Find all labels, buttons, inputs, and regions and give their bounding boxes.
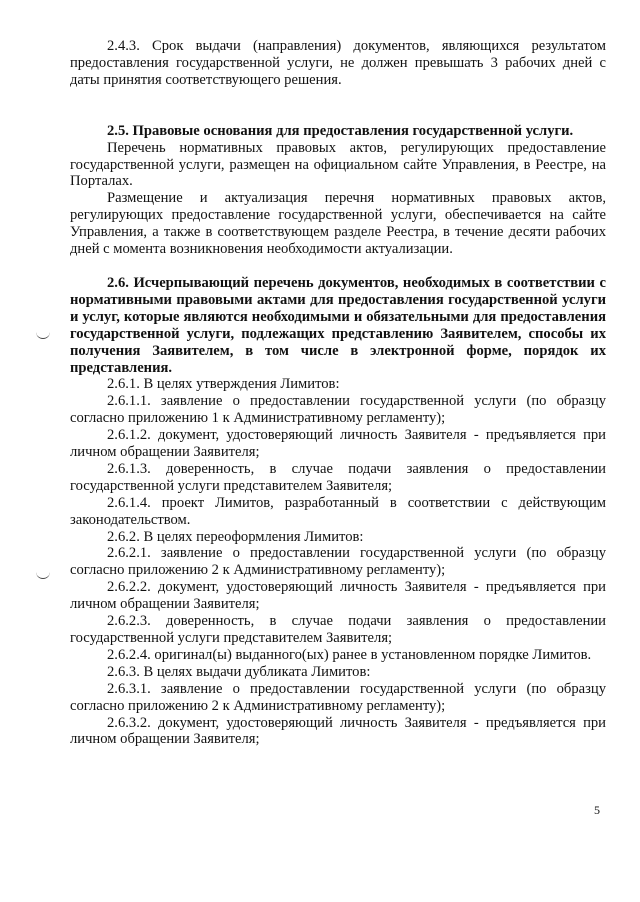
paragraph-2-6-2-1: 2.6.2.1. заявление о предоставлении государственной услуги (по образцу согласно приложению 2 к Административному регламенту); [70, 545, 606, 579]
margin-mark [36, 332, 50, 339]
paragraph-2-6-2-2: 2.6.2.2. документ, удостоверяющий личность Заявителя - предъявляется при личном обращении Заявителя; [70, 579, 606, 613]
paragraph-2-6-1-1: 2.6.1.1. заявление о предоставлении государственной услуги (по образцу согласно приложению 1 к Административному регламенту); [70, 393, 606, 427]
paragraph-2-6-2: 2.6.2. В целях переоформления Лимитов: [107, 528, 364, 545]
paragraph-2-6-1-3: 2.6.1.3. доверенность, в случае подачи заявления о предоставлении государственной услуги представителем Заявителя; [70, 460, 606, 494]
paragraph-2-6-2-4: 2.6.2.4. оригинал(ы) выданного(ых) ранее в установленном порядке Лимитов. [107, 646, 592, 663]
paragraph-2-6-2-3: 2.6.2.3. доверенность, в случае подачи заявления о предоставлении государственной услуги представителем Заявителя; [70, 613, 606, 646]
section-heading-2-6: 2.6. Исчерпывающий перечень документов, необходимых в соответствии с нормативными правовыми актами для предоставления государственной услуги и услуг, которые являются необходимыми и обязательными для предоставления государственной услуги, подлежащих представлению Заявителем, способы их получения Заявителем, в том числе в электронной форме, порядок их представления. [70, 274, 606, 376]
paragraph-2-6-1-2: 2.6.1.2. документ, удостоверяющий личность Заявителя - предъявляется при личном обращении Заявителя; [70, 427, 606, 461]
paragraph-2-6-1: 2.6.1. В целях утверждения Лимитов: [107, 376, 340, 393]
paragraph-2-4-3: 2.4.3. Срок выдачи (направления) документов, являющихся результатом предоставления государственной услуги, не должен превышать 3 рабочих дней с даты принятия соответствующего решения. [70, 38, 606, 88]
document-page [70, 38, 606, 748]
paragraph-legal-acts-update: Размещение и актуализация перечня нормативных правовых актов, регулирующих предоставление государственной услуги, обеспечивается на сайте Управления, а также в соответствующем разделе Реестра, в течение десяти рабочих дней с момента возникновения необходимости актуализации. [70, 190, 606, 258]
paragraph-2-6-3-2: 2.6.3.2. документ, удостоверяющий личность Заявителя - предъявляется при личном обращении Заявителя; [70, 714, 606, 748]
paragraph-2-6-3: 2.6.3. В целях выдачи дубликата Лимитов: [107, 663, 371, 680]
section-heading-2-5: 2.5. Правовые основания для предоставления государственной услуги. [107, 122, 574, 139]
paragraph-2-6-3-1: 2.6.3.1. заявление о предоставлении государственной услуги (по образцу согласно приложению 2 к Административному регламенту); [70, 680, 606, 714]
paragraph-legal-acts-list: Перечень нормативных правовых актов, регулирующих предоставление государственной услуги, размещен на официальном сайте Управления, в Реестре, на Порталах. [70, 139, 606, 190]
paragraph-2-6-1-4: 2.6.1.4. проект Лимитов, разработанный в соответствии с действующим законодательством. [70, 494, 606, 528]
margin-mark [36, 572, 50, 579]
page-number: 5 [594, 803, 600, 817]
